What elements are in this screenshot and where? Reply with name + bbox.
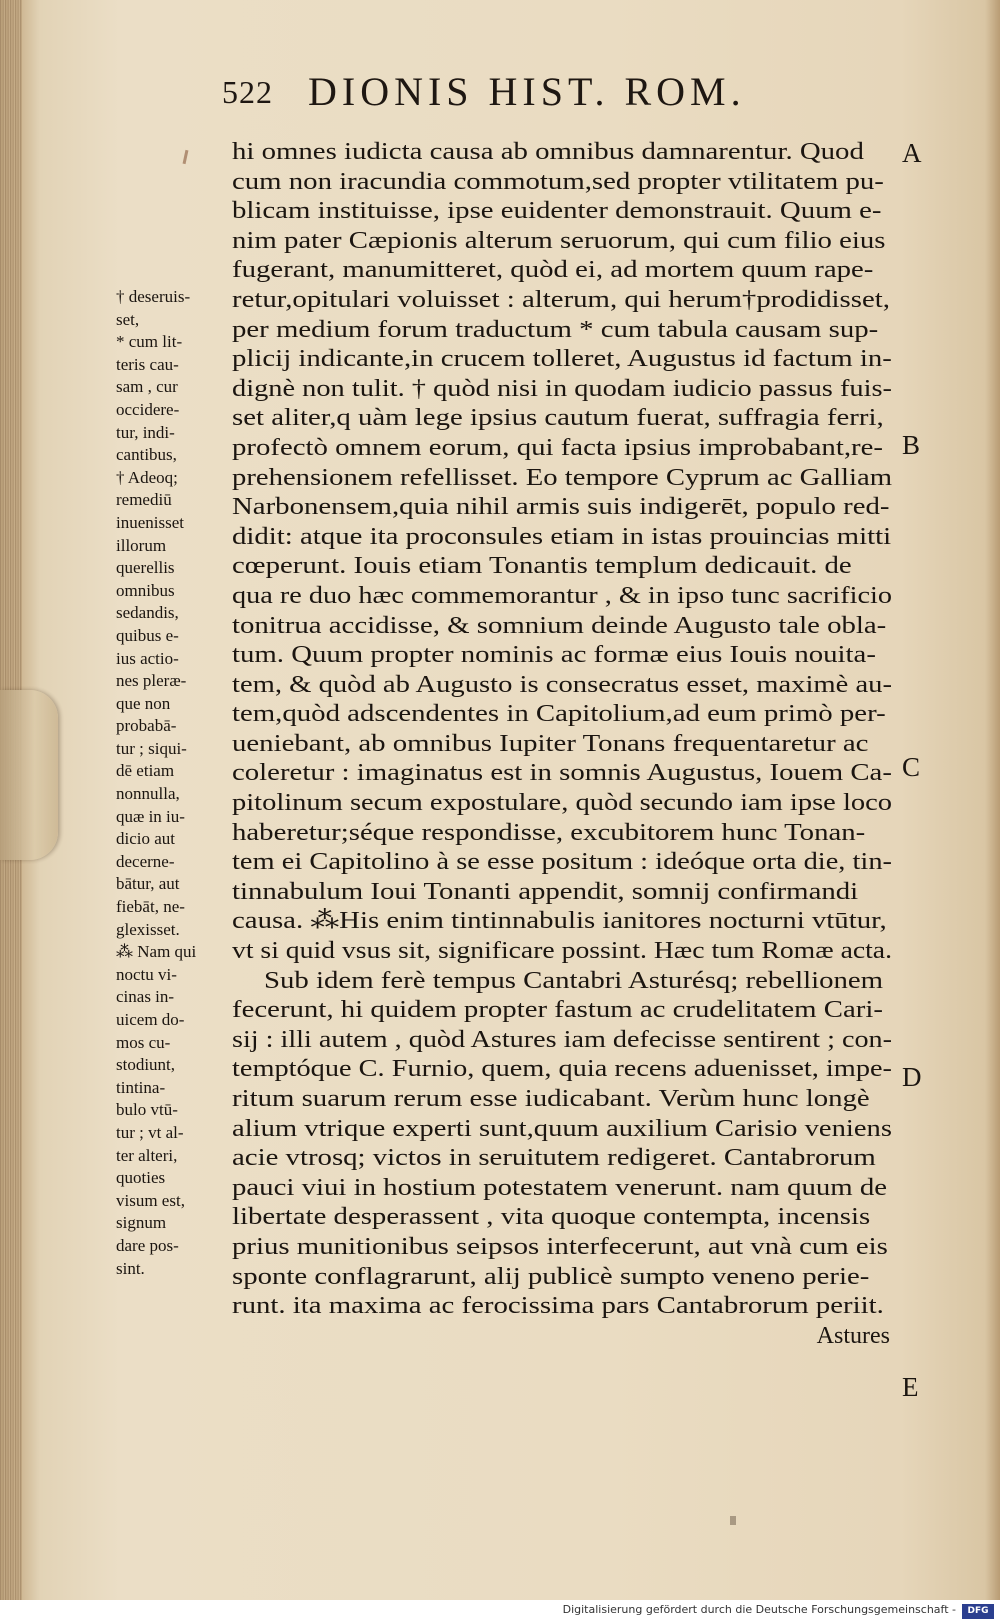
text-line: tonitrua accidisse, & somnium deinde Augusto tale obla- [232,612,887,639]
text-line: didit: atque ita proconsules etiam in istas prouincias mitti [232,523,892,550]
margin-note-line: mos cu- [116,1032,171,1052]
footer-credit: Digitalisierung gefördert durch die Deutsche Forschungsgemeinschaft - [562,1603,956,1616]
margin-note-line: tur ; siqui- [116,738,187,758]
text-line: fecerunt, hi quidem propter fastum ac crudelitatem Cari- [232,997,883,1024]
margin-note-line: noctu vi- [116,964,177,984]
running-title: DIONIS HIST. ROM. [308,69,746,114]
text-line: nim pater Cæpionis alterum seruorum, qui cum filio eius [232,227,886,254]
margin-note-line: bātur, aut [116,874,180,894]
margin-note-line: querellis [116,558,175,578]
text-line: cœperunt. Iouis etiam Tonantis templum dedicauit. de [232,553,852,580]
page-header [222,68,862,116]
margin-note-line: dare pos- [116,1235,179,1255]
section-letter-a: A [902,138,922,168]
margin-note-line: ⁂ Nam qui [116,942,197,962]
text-line: coleretur : imaginatus est in somnis Augustus, Iouem Ca- [232,760,892,787]
text-line: tinnabulum Ioui Tonanti appendit, somnij confirmandi [232,878,859,905]
ink-speck [730,1516,736,1525]
margin-note-line: cantibus, [116,445,177,465]
text-line: libertate desperassent , vita quoque contempta, incensis [232,1204,871,1231]
margin-note-line: quoties [116,1168,166,1188]
text-line: qua re duo hæc commemorantur , & in ipso tunc sacrificio [232,582,892,609]
margin-note-line: sam , cur [116,377,178,397]
text-line: sponte conflagrarunt, alij publicè sumpto veneno perie- [232,1263,870,1290]
text-line: hi omnes iudicta causa ab omnibus damnarentur. Quod [232,139,864,165]
margin-note-line: bulo vtū- [116,1100,178,1120]
text-line: runt. ita maxima ac ferocissima pars Cantabrorum periit. [232,1293,884,1320]
margin-note-line: signum [116,1213,167,1233]
text-line: tum. Quum propter nominis ac formæ eius Iouis nouita- [232,642,876,669]
margin-note-line: † Adeoq; [116,467,178,487]
ink-mark [183,150,189,164]
main-text-block [232,138,892,1351]
margin-note-line: quibus e- [116,625,179,645]
text-line: ritum suarum rerum esse iudicabant. Verùm hunc longè [232,1086,870,1112]
margin-note-line: occidere- [116,399,180,419]
margin-note-line: illorum [116,535,167,555]
text-line: fugerant, manumitteret, quòd ei, ad mortem quum rape- [232,257,874,284]
page-number: 522 [222,74,273,110]
margin-note-line: sint. [116,1258,145,1278]
text-line: causa. ⁂His enim tintinnabulis ianitores nocturni vtūtur, [232,908,887,935]
text-line: Astures [816,1322,890,1349]
margin-note-line: glexisset. [116,919,180,939]
margin-note-line: decerne- [116,851,175,871]
margin-note-line: teris cau- [116,354,179,374]
margin-note-line: cinas in- [116,987,175,1007]
margin-note-line: visum est, [116,1190,185,1210]
margin-note-line: sedandis, [116,603,179,623]
margin-note-line: probabā- [116,716,177,736]
text-line: profectò omnem eorum, qui facta ipsius improbabant,re- [232,434,883,461]
text-line: retur,opitulari voluisset : alterum, qui herum†prodidisset, [232,286,890,313]
margin-note-line: † deseruis- [116,287,191,306]
digitization-footer [0,1600,1000,1623]
margin-note-line: stodiunt, [116,1055,176,1075]
margin-note-line: tur, indi- [116,422,175,442]
margin-note-line: uicem do- [116,1010,185,1029]
margin-note-line: nonnulla, [116,784,180,804]
text-line: tem ei Capitolino à se esse positum : ideóque orta die, tin- [232,849,892,876]
margin-note-line: ter alteri, [116,1145,178,1165]
text-line: sij : illi autem , quòd Astures iam defecisse sentirent ; con- [232,1026,892,1053]
margin-note-line: remediū [116,490,172,510]
text-line: prehensionem refellisset. Eo tempore Cyprum ac Galliam [232,464,892,491]
section-letter-d: D [902,1062,922,1092]
text-line: pitolinum secum expostulare, quòd secundo iam ipse loco [232,790,892,817]
margin-note-line: nes pleræ- [116,671,187,691]
section-letter-c: C [902,752,921,782]
text-line: blicam instituisse, ipse euidenter demonstrauit. Quum e- [232,198,882,225]
section-letter-e: E [902,1372,919,1402]
text-line: per medium forum traductum * cum tabula causam sup- [232,316,879,343]
text-line: vt si quid vsus sit, significare possint. Hæc tum Romæ acta. [232,938,892,965]
margin-note-line: fiebāt, ne- [116,897,185,917]
margin-note-line: dicio aut [116,829,176,849]
margin-note-line: * cum lit- [116,332,183,352]
text-line: pauci viui in hostium potestatem venerunt. nam quum de [232,1174,888,1201]
text-line: cum non iracundia commotum,sed propter vtilitatem pu- [232,168,884,195]
margin-note-line: dē etiam [116,761,175,781]
margin-note-line: tur ; vt al- [116,1122,184,1142]
page-clip [0,690,58,860]
text-line: Narbonensem,quia nihil armis suis indigerēt, populo red- [232,494,890,521]
margin-note-line: ius actio- [116,648,179,668]
text-line: alium vtrique experti sunt,quum auxilium Carisio veniens [232,1115,892,1142]
text-line: dignè non tulit. † quòd nisi in quodam iudicio passus fuis- [232,375,892,402]
margin-notes [116,286,234,1280]
text-line: set aliter,q uàm lege ipsius cautum fuerat, suffragia ferri, [232,405,884,432]
text-line: prius munitionibus seipsos interfecerunt, aut vnà cum eis [232,1233,888,1260]
margin-note-line: inuenisset [116,512,184,532]
margin-note-line: omnibus [116,580,175,600]
section-letter-b: B [902,430,921,460]
dfg-logo: DFG [962,1604,994,1619]
text-line: Sub idem ferè tempus Cantabri Asturésq; rebellionem [264,967,884,994]
text-line: plicij indicante,in crucem tolleret, Augustus id factum in- [232,346,892,373]
text-line: ueniebant, ab omnibus Iupiter Tonans frequentaretur ac [232,730,869,757]
text-line: haberetur;séque respondisse, excubitorem hunc Tonan- [232,819,866,846]
margin-note-line: tintina- [116,1077,166,1097]
margin-note-line: set, [116,309,140,329]
text-line: tem, & quòd ab Augusto is consecratus esset, maximè au- [232,671,892,698]
text-line: temptóque C. Furnio, quem, quia recens aduenisset, impe- [232,1056,892,1083]
margin-note-line: quæ in iu- [116,806,185,826]
text-line: tem,quòd adscendentes in Capitolium,ad eum primò per- [232,701,886,728]
margin-note-line: que non [116,693,171,713]
text-line: acie vtrosq; victos in seruitutem redigeret. Cantabrorum [232,1145,876,1172]
